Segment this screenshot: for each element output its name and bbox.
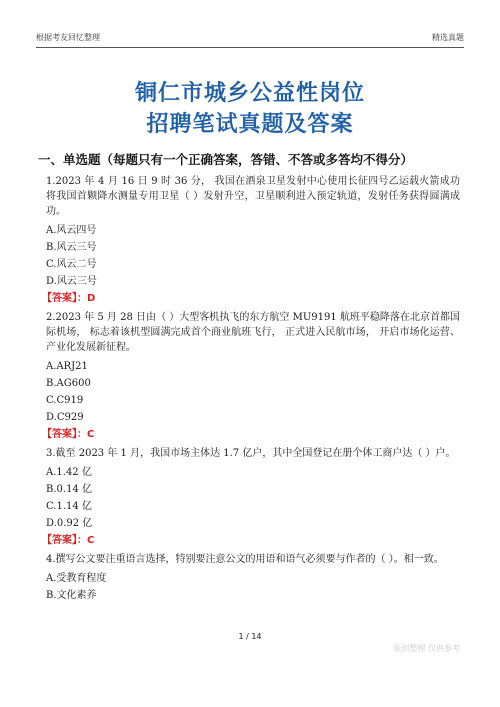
option-b: B.风云三号 [46, 242, 97, 253]
option-b: B.0.14 亿 [46, 484, 92, 495]
question-item [42, 310, 460, 443]
header-right-text: 精选真题 [432, 33, 464, 42]
option-b: B.AG600 [46, 378, 91, 389]
page-number: 1 / 14 [238, 632, 262, 641]
option-d: D.0.92 亿 [46, 518, 93, 529]
section-heading: 一、单选题（每题只有一个正确答案，答错、不答或多答均不得分） [38, 152, 414, 167]
title-line-1: 铜仁市城乡公益性岗位 [134, 81, 365, 106]
option-a: A.受教育程度 [46, 573, 107, 584]
question-text: 2.2023 年 5 月 28 日由（ ）大型客机执飞的东方航空 MU9191 航班平稳降落在北京首都国际机场， 标志着该机型圆满完成首个商业航班飞行， 正式进入民航市场， 开启市场化运营、产业化发展新征程。 [46, 312, 460, 353]
question-list [42, 174, 460, 604]
title-line-2: 招聘笔试真题及答案 [146, 112, 354, 137]
option-a: A.ARJ21 [46, 361, 88, 372]
question-item [42, 446, 460, 549]
answer-label: 【答案】：C [42, 429, 95, 440]
question-item [46, 552, 460, 604]
answer-label: 【答案】：C [42, 535, 95, 546]
option-d: D.风云三号 [46, 276, 97, 287]
option-b: B.文化素养 [46, 590, 97, 601]
header-left-text: 根据考友回忆整理 [36, 33, 100, 42]
question-text: 1.2023 年 4 月 16 日 9 时 36 分， 我国在酒泉卫星发射中心使用长征四号乙运载火箭成功将我国首颗降水测量专用卫星（ ）发射升空，卫星顺利进入预定轨道，发射任务获得圆满成功。 [46, 176, 460, 217]
option-a: A.1.42 亿 [46, 467, 92, 478]
watermark-text: 原创整理 仅供参考 [393, 644, 460, 653]
question-item [42, 174, 460, 307]
answer-label: 【答案】：D [42, 293, 96, 304]
option-c: C.1.14 亿 [46, 501, 92, 512]
option-a: A.风云四号 [46, 225, 97, 236]
option-c: C.风云二号 [46, 259, 97, 270]
question-text: 3.截至 2023 年 1 月，我国市场主体达 1.7 亿户，其中全国登记在册个体工商户达（ ）户。 [46, 448, 456, 459]
question-text: 4.撰写公文要注重语言选择，特别要注意公文的用语和语气必须要与作者的（ ）。相一致。 [46, 554, 444, 565]
option-d: D.C929 [46, 412, 84, 423]
option-c: C.C919 [46, 395, 84, 406]
page-header [36, 32, 464, 48]
document-title [0, 78, 500, 140]
